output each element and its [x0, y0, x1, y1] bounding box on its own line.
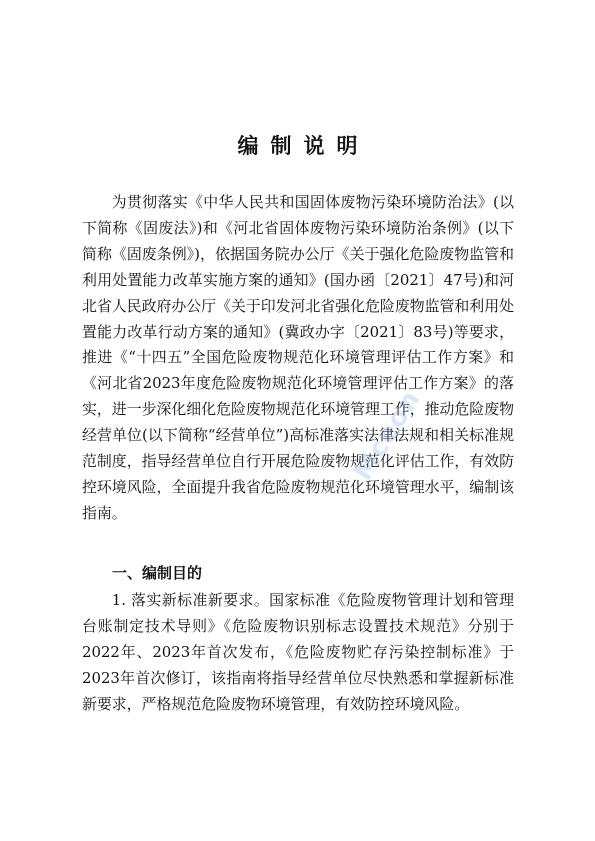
- intro-paragraph: 为贯彻落实《中华人民共和国固体废物污染环境防治法》(以下简称《固废法》)和《河北省固体废物污染环境防治条例》(以下简称《固废条例》)，依据国务院办公厅《关于强化危险废物监管和利用处置能力改革实施方案的通知》(国办函〔2021〕47号)和河北省人民政府办公厅《关于印发河北省强化危险废物监管和利用处置能力改革行动方案的通知》(冀政办字〔2021〕83号)等要求，推进《“十四五”全国危险废物规范化环境管理评估工作方案》和《河北省2023年度危险废物规范化环境管理评估工作方案》的落实，进一步深化细化危险废物规范化环境管理工作，推动危险废物经营单位(以下简称“经营单位”)高标准落实法律法规和相关标准规范制度，指导经营单位自行开展危险废物规范化评估工作，有效防控环境风险，全面提升我省危险废物规范化环境管理水平，编制该指南。: [82, 193, 514, 522]
- watermark-logo: Mceon: [348, 384, 427, 486]
- section-heading-purpose: 一、编制目的: [112, 564, 203, 582]
- page-title: 编制说明: [237, 134, 370, 158]
- purpose-paragraph-1: 1. 落实新标准新要求。国家标准《危险废物管理计划和管理台账制定技术导则》《危险废物识别标志设置技术规范》分别于2022年、2023年首次发布，《危险废物贮存污染控制标准》于2023年首次修订，该指南将指导经营单位尽快熟悉和掌握新标准新要求，严格规范危险废物环境管理，有效防控环境风险。: [82, 591, 514, 713]
